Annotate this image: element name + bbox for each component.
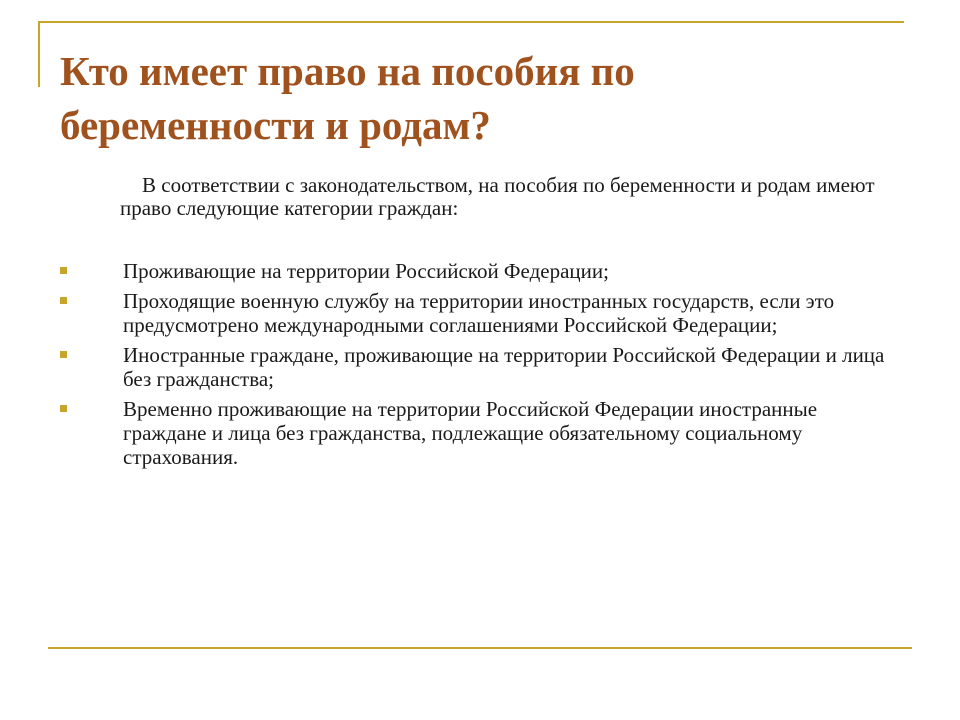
square-bullet-icon [60,351,67,358]
bullet-text: Иностранные граждане, проживающие на территории Российской Федерации и лица без гражданства; [123,343,885,391]
bullet-list [60,259,900,475]
frame-left-line [38,21,40,87]
bullet-text: Временно проживающие на территории Российской Федерации иностранные граждане и лица без гражданства, подлежащие обязательному социальному страхования. [123,397,818,469]
square-bullet-icon [60,405,67,412]
square-bullet-icon [60,267,67,274]
bullet-item [60,259,900,283]
slide-title: Кто имеет право на пособия по беременности и родам? [60,48,635,148]
bullet-text: Проживающие на территории Российской Федерации; [123,259,609,283]
bullet-item [60,397,900,469]
bullet-item [60,289,900,337]
frame-bottom-line [48,647,912,649]
frame-top-line [38,21,904,23]
bullet-text: Проходящие военную службу на территории иностранных государств, если это предусмотрено международными соглашениями Российской Федерации; [123,289,835,337]
intro-paragraph: В соответствии с законодательством, на пособия по беременности и родам имеют право следующие категории граждан: [120,173,875,220]
square-bullet-icon [60,297,67,304]
bullet-item [60,343,900,391]
